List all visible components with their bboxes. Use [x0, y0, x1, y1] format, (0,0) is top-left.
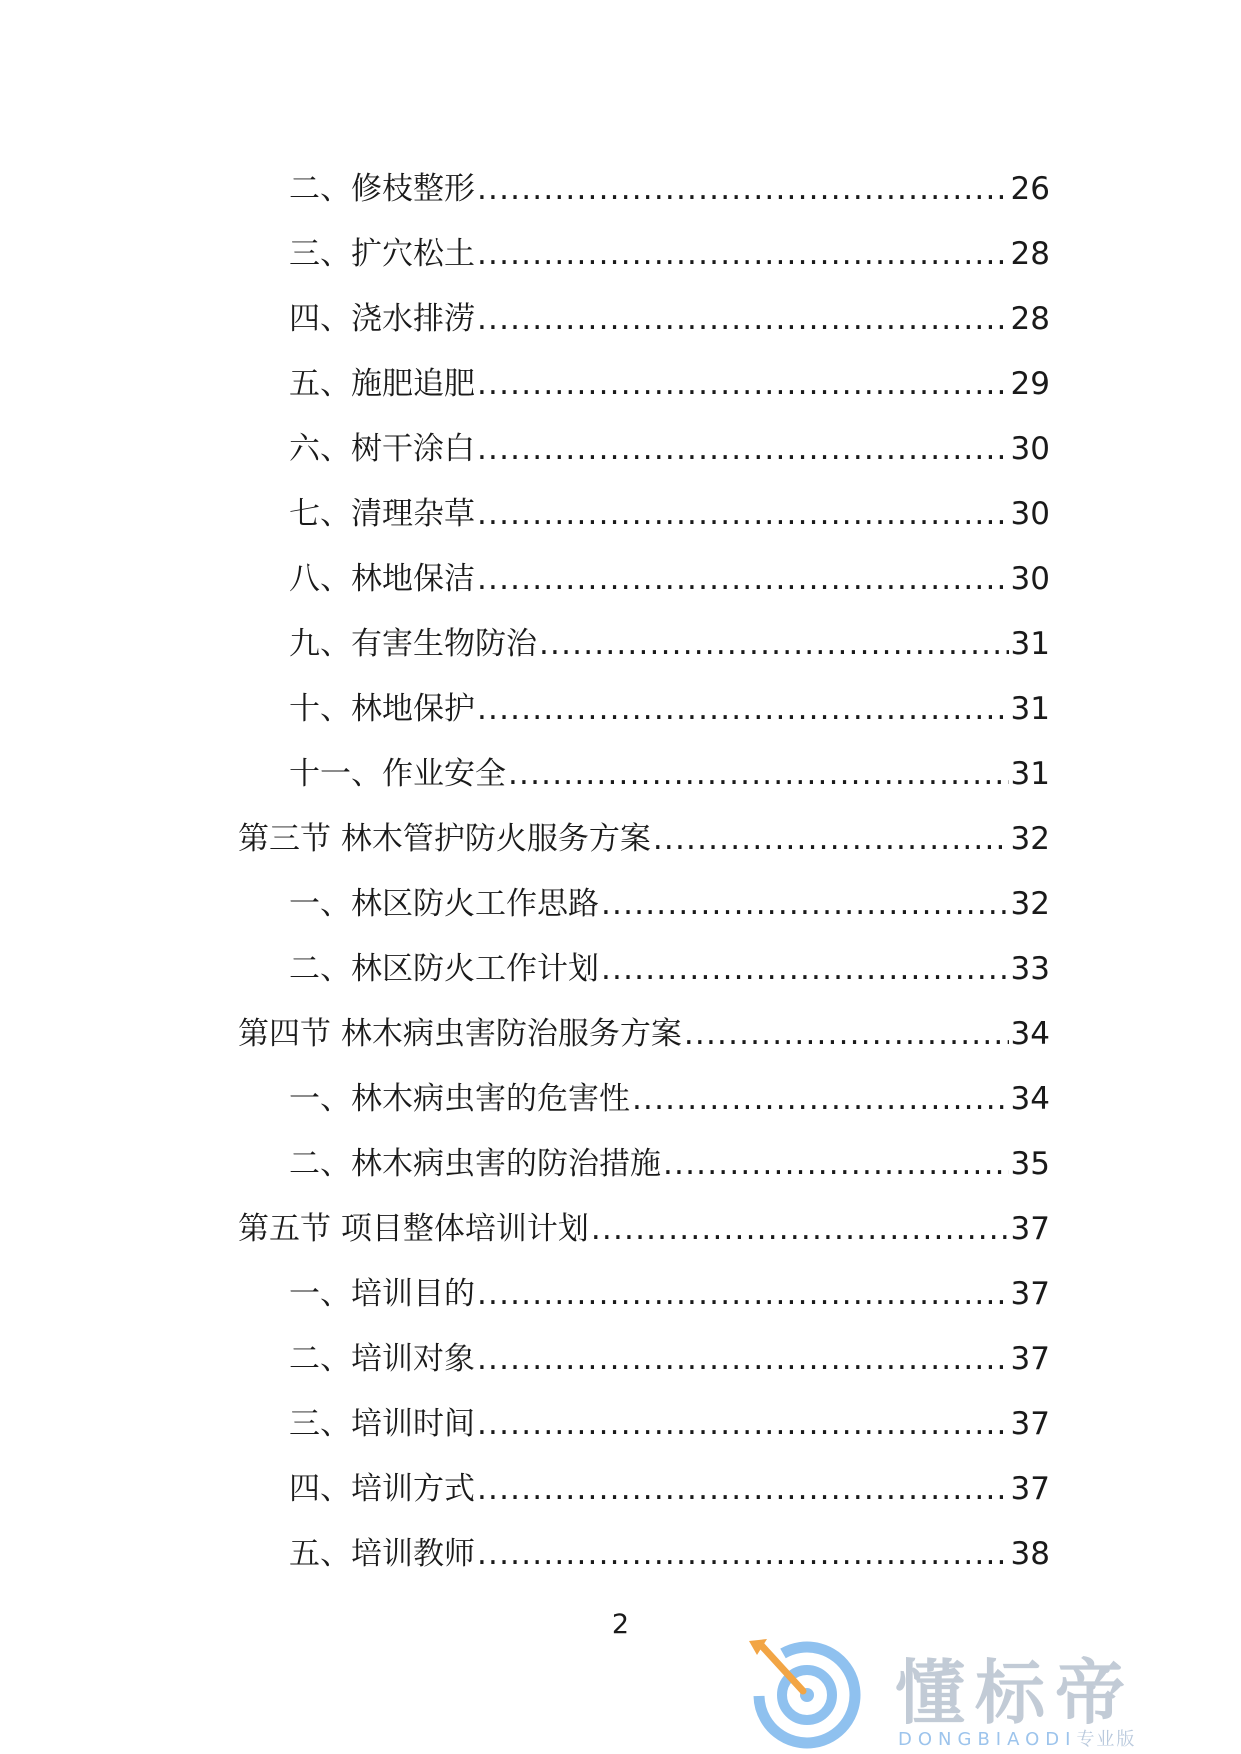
- toc-leader-dots: [477, 1270, 1009, 1318]
- toc-leader-dots: [477, 295, 1009, 343]
- toc-entry-page: 26: [1010, 171, 1050, 207]
- toc-entry[interactable]: [289, 230, 1050, 278]
- toc-entry-page: 30: [1010, 431, 1050, 467]
- toc-leader-dots: [477, 1530, 1009, 1578]
- watermark-subtitle-latin: DONGBIAODI: [898, 1729, 1077, 1750]
- toc-entry-page: 28: [1010, 301, 1050, 337]
- toc-leader-dots: [477, 425, 1009, 473]
- toc-leader-dots: [601, 945, 1009, 993]
- toc-entry-page: 32: [1010, 886, 1050, 922]
- watermark-edition: 专业版: [1076, 1729, 1137, 1750]
- toc-entry-label: 三、培训时间: [289, 1406, 475, 1442]
- toc-entry-page: 32: [1010, 821, 1050, 857]
- toc-leader-dots: [477, 1465, 1009, 1513]
- toc-entry-label: 六、树干涂白: [289, 431, 475, 467]
- toc-leader-dots: [663, 1140, 1009, 1188]
- toc-leader-dots: [477, 685, 1009, 733]
- toc-leader-dots: [632, 1075, 1009, 1123]
- toc-leader-dots: [539, 620, 1009, 668]
- toc-entry[interactable]: [289, 1335, 1050, 1383]
- toc-entry-label: 七、清理杂草: [289, 496, 475, 532]
- toc-entry-label: 二、培训对象: [289, 1341, 475, 1377]
- toc-section-entry[interactable]: [238, 1205, 1050, 1253]
- toc-entry-label: 一、林区防火工作思路: [289, 886, 599, 922]
- toc-entry-label: 第四节 林木病虫害防治服务方案: [238, 1016, 682, 1052]
- toc-entry-page: 33: [1010, 951, 1050, 987]
- toc-entry[interactable]: [289, 360, 1050, 408]
- toc-entry[interactable]: [289, 490, 1050, 538]
- toc-entry-label: 四、培训方式: [289, 1471, 475, 1507]
- toc-entry-page: 31: [1010, 756, 1050, 792]
- toc-entry-label: 第三节 林木管护防火服务方案: [238, 821, 651, 857]
- toc-entry-page: 38: [1010, 1536, 1050, 1572]
- toc-entry-label: 十一、作业安全: [289, 756, 506, 792]
- toc-entry[interactable]: [289, 555, 1050, 603]
- toc-entry-label: 八、林地保洁: [289, 561, 475, 597]
- toc-entry[interactable]: [289, 880, 1050, 928]
- toc-entry[interactable]: [289, 1270, 1050, 1318]
- toc-leader-dots: [477, 360, 1009, 408]
- toc-leader-dots: [684, 1010, 1009, 1058]
- toc-entry[interactable]: [289, 1465, 1050, 1513]
- target-logo-icon: [745, 1635, 865, 1750]
- toc-entry-page: 37: [1010, 1406, 1050, 1442]
- watermark: [745, 1635, 1215, 1750]
- toc-section-entry[interactable]: [238, 1010, 1050, 1058]
- toc-entry-page: 37: [1010, 1341, 1050, 1377]
- toc-entry-label: 五、施肥追肥: [289, 366, 475, 402]
- watermark-subtitle: [898, 1725, 1136, 1751]
- toc-entry[interactable]: [289, 750, 1050, 798]
- toc-entry-page: 31: [1010, 626, 1050, 662]
- toc-entry[interactable]: [289, 945, 1050, 993]
- toc-entry-label: 二、林区防火工作计划: [289, 951, 599, 987]
- toc-entry-page: 31: [1010, 691, 1050, 727]
- toc-section-entry[interactable]: [238, 815, 1050, 863]
- toc-leader-dots: [601, 880, 1009, 928]
- toc-entry-page: 34: [1010, 1081, 1050, 1117]
- toc-entry[interactable]: [289, 685, 1050, 733]
- toc-entry-label: 二、修枝整形: [289, 171, 475, 207]
- toc-entry-label: 四、浇水排涝: [289, 301, 475, 337]
- toc-entry-label: 十、林地保护: [289, 691, 475, 727]
- toc-entry[interactable]: [289, 1075, 1050, 1123]
- toc-entry-page: 28: [1010, 236, 1050, 272]
- toc-entry-label: 二、林木病虫害的防治措施: [289, 1146, 661, 1182]
- toc-leader-dots: [477, 555, 1009, 603]
- page-number: 2: [611, 1609, 630, 1640]
- toc-entry-page: 37: [1010, 1471, 1050, 1507]
- toc-leader-dots: [477, 165, 1009, 213]
- toc-entry-label: 一、林木病虫害的危害性: [289, 1081, 630, 1117]
- toc-entry-page: 34: [1010, 1016, 1050, 1052]
- toc-entry-label: 第五节 项目整体培训计划: [238, 1211, 589, 1247]
- toc-entry[interactable]: [289, 165, 1050, 213]
- toc-entry-page: 30: [1010, 496, 1050, 532]
- toc-entry[interactable]: [289, 1140, 1050, 1188]
- toc-leader-dots: [477, 230, 1009, 278]
- watermark-brand: 懂标帝: [895, 1652, 1135, 1734]
- toc-leader-dots: [508, 750, 1009, 798]
- toc-leader-dots: [477, 1335, 1009, 1383]
- toc-entry[interactable]: [289, 1530, 1050, 1578]
- toc-leader-dots: [477, 1400, 1009, 1448]
- toc-entry[interactable]: [289, 425, 1050, 473]
- toc-leader-dots: [477, 490, 1009, 538]
- toc-entry-page: 37: [1010, 1276, 1050, 1312]
- toc-entry-page: 30: [1010, 561, 1050, 597]
- toc-leader-dots: [653, 815, 1009, 863]
- toc-entry-label: 九、有害生物防治: [289, 626, 537, 662]
- toc-entry[interactable]: [289, 1400, 1050, 1448]
- toc-leader-dots: [591, 1205, 1009, 1253]
- toc-entry-label: 三、扩穴松土: [289, 236, 475, 272]
- toc-entry-label: 一、培训目的: [289, 1276, 475, 1312]
- toc-entry-page: 29: [1010, 366, 1050, 402]
- toc-entry-page: 37: [1010, 1211, 1050, 1247]
- toc-entry[interactable]: [289, 295, 1050, 343]
- toc-entry[interactable]: [289, 620, 1050, 668]
- toc-entry-label: 五、培训教师: [289, 1536, 475, 1572]
- toc-entry-page: 35: [1010, 1146, 1050, 1182]
